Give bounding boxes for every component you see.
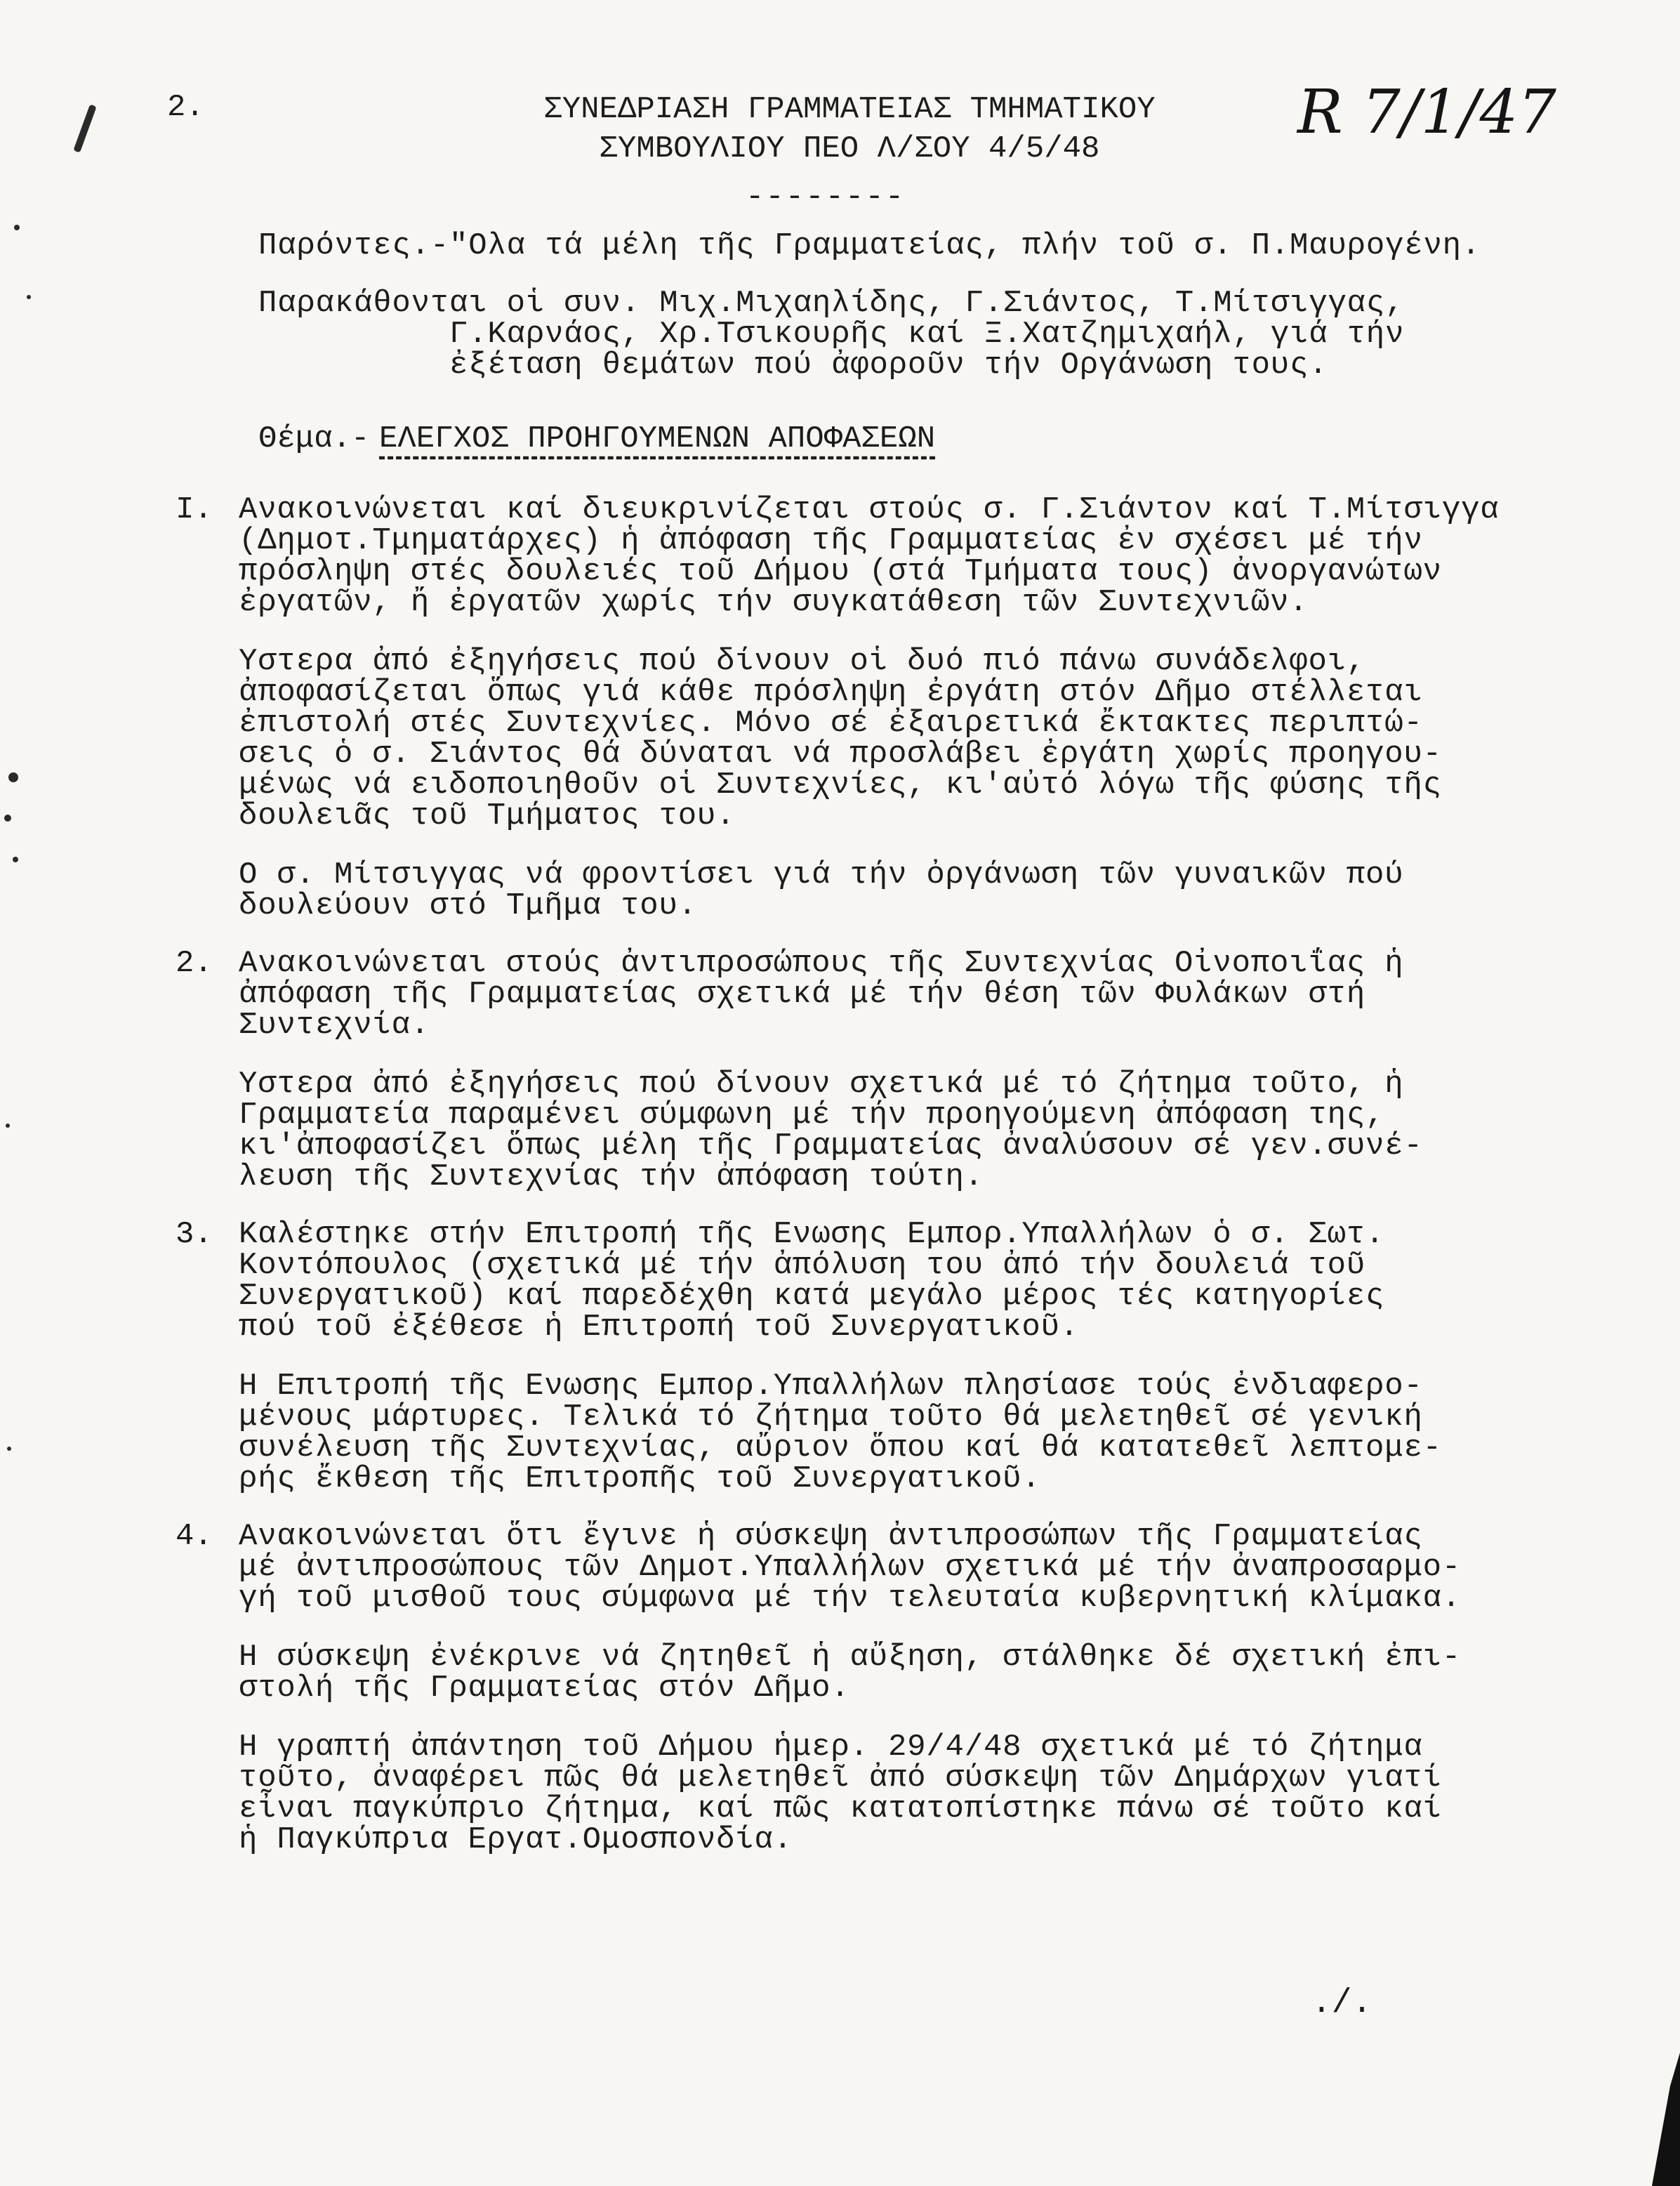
item-line: Η γραπτή ἀπάντηση τοῦ Δήμου ἡμερ. 29/4/48 σχετικά μέ τό ζήτημα (239, 1730, 1423, 1765)
item-line: πού τοῦ ἐξέθεσε ἡ Επιτροπή τοῦ Συνεργατικοῦ. (239, 1310, 1079, 1345)
continuation-mark: ./. (1311, 1984, 1373, 2022)
item-line: ρής ἔκθεση τῆς Επιτροπῆς τοῦ Συνεργατικοῦ. (239, 1461, 1041, 1496)
item-line: ἐργατῶν, ἤ ἐργατῶν χωρίς τήν συγκατάθεση τῶν Συντεχνιῶν. (239, 585, 1309, 620)
item-line: μένως νά ειδοποιηθοῦν οἱ Συντεχνίες, κι'αὐτό λόγω τῆς φύσης τῆς (239, 768, 1442, 803)
item-number: 4. (176, 1519, 213, 1554)
item-line: δουλειᾶς τοῦ Τμήματος του. (239, 798, 736, 834)
item-line: εἶναι παγκύπριο ζήτημα, καί πῶς κατατοπίστηκε πάνω σέ τοῦτο καί (239, 1791, 1442, 1826)
item-line: Ο σ. Μίτσιγγας νά φροντίσει γιά τήν ὀργάνωση τῶν γυναικῶν πού (239, 857, 1404, 893)
title-line-1: ΣΥΝΕΔΡΙΑΣΗ ΓΡΑΜΜΑΤΕΙΑΣ ΤΜΗΜΑΤΙΚΟΥ (543, 92, 1156, 127)
item-line: δουλεύουν στό Τμῆμα του. (239, 888, 697, 923)
item-line: ἡ Παγκύπρια Εργατ.Ομοσπονδία. (239, 1822, 793, 1857)
title-rule: -------- (746, 180, 906, 215)
item-line: στολή τῆς Γραμματείας στόν Δῆμο. (239, 1671, 850, 1706)
item-line: (Δημοτ.Τμηματάρχες) ἡ ἀπόφαση τῆς Γραμματείας ἐν σχέσει μέ τήν (239, 523, 1423, 558)
item-line: Ανακοινώνεται ὅτι ἔγινε ἡ σύσκεψη ἀντιπροσώπων τῆς Γραμματείας (239, 1519, 1423, 1554)
topic-heading: ΕΛΕΓΧΟΣ ΠΡΟΗΓΟΥΜΕΝΩΝ ΑΠΟΦΑΣΕΩΝ (379, 421, 936, 456)
scan-speck (4, 815, 11, 822)
topic-label: Θέμα.- (258, 421, 370, 456)
item-line: πρόσληψη στές δουλειές τοῦ Δήμου (στά Τμήματα τους) ἀνοργανώτων (239, 554, 1442, 589)
item-line: Η Επιτροπή τῆς Ενωσης Εμπορ.Υπαλλήλων πλησίασε τούς ἐνδιαφερο- (239, 1369, 1423, 1404)
page-number: 2. (167, 90, 204, 125)
scan-corner-mark (1652, 2053, 1680, 2186)
scan-speck (73, 104, 96, 152)
title-line-2: ΣΥΜΒΟΥΛΙΟΥ ΠΕΟ Λ/ΣΟΥ 4/5/48 (599, 131, 1100, 166)
item-line: ἀπόφαση τῆς Γραμματείας σχετικά μέ τήν θέση τῶν Φυλάκων στή (239, 977, 1366, 1012)
item-line: λευση τῆς Συντεχνίας τήν ἀπόφαση τούτη. (239, 1159, 984, 1194)
item-line: μένους μάρτυρες. Τελικά τό ζήτημα τοῦτο θά μελετηθεῖ σέ γενική (239, 1400, 1423, 1435)
item-line: Η σύσκεψη ἐνέκρινε νά ζητηθεῖ ἡ αὔξηση, στάλθηκε δέ σχετική ἐπι- (239, 1640, 1462, 1675)
item-number: 3. (176, 1217, 213, 1252)
present-line: Παρόντες.-"Ολα τά μέλη τῆς Γραμματείας, πλήν τοῦ σ. Π.Μαυρογένη. (258, 228, 1481, 263)
item-line: Συντεχνία. (239, 1008, 430, 1043)
item-number: 2. (176, 946, 213, 981)
scan-speck (7, 1447, 11, 1451)
scan-speck (14, 225, 20, 230)
item-line: ἀποφασίζεται ὅπως γιά κάθε πρόσληψη ἐργάτη στόν Δῆμο στέλλεται (239, 675, 1423, 710)
item-line: μέ ἀντιπροσώπους τῶν Δημοτ.Υπαλλήλων σχετικά μέ τήν ἀναπροσαρμο- (239, 1550, 1462, 1585)
item-line: κι'ἀποφασίζει ὅπως μέλη τῆς Γραμματείας ἀναλύσουν σέ γεν.συνέ- (239, 1128, 1423, 1164)
handwritten-mark: R 7/1/47 (1297, 77, 1556, 147)
item-line: Κοντόπουλος (σχετικά μέ τήν ἀπόλυση του ἀπό τήν δουλειά τοῦ (239, 1248, 1366, 1283)
scan-speck (8, 772, 18, 782)
item-line: σεις ὁ σ. Σιάντος θά δύναται νά προσλάβει ἐργάτη χωρίς προηγου- (239, 737, 1442, 772)
item-line: συνέλευση τῆς Συντεχνίας, αὔριον ὅπου καί θά κατατεθεῖ λεπτομε- (239, 1430, 1442, 1466)
item-line: Ανακοινώνεται καί διευκρινίζεται στούς σ. Γ.Σιάντον καί Τ.Μίτσιγγα (239, 492, 1500, 527)
item-line: Γραμματεία παραμένει σύμφωνη μέ τήν προηγούμενη ἀπόφαση της, (239, 1098, 1385, 1133)
attending-line-2: Γ.Καρνάος, Χρ.Τσικουρῆς καί Ξ.Χατζημιχαήλ, γιά τήν (449, 317, 1405, 352)
scan-speck (13, 857, 18, 862)
item-line: Ανακοινώνεται στούς ἀντιπροσώπους τῆς Συντεχνίας Οἰνοποιΐας ἡ (239, 946, 1404, 981)
scan-speck (27, 295, 31, 299)
item-line: γή τοῦ μισθοῦ τους σύμφωνα μέ τήν τελευταία κυβερνητική κλίμακα. (239, 1581, 1462, 1616)
item-line: Υστερα ἀπό ἐξηγήσεις πού δίνουν σχετικά μέ τό ζήτημα τοῦτο, ἡ (239, 1067, 1404, 1102)
item-line: Καλέστηκε στήν Επιτροπή τῆς Ενωσης Εμπορ.Υπαλλήλων ὁ σ. Σωτ. (239, 1217, 1385, 1252)
attending-line-3: ἐξέταση θεμάτων πού ἀφοροῦν τήν Οργάνωση τους. (449, 348, 1328, 383)
item-line: Υστερα ἀπό ἐξηγήσεις πού δίνουν οἱ δυό πιό πάνω συνάδελφοι, (239, 644, 1366, 679)
item-line: ἐπιστολή στές Συντεχνίες. Μόνο σέ ἐξαιρετικά ἔκτακτες περιπτώ- (239, 706, 1423, 741)
scan-speck (6, 1124, 10, 1128)
item-number: I. (176, 492, 213, 527)
attending-line-1: Παρακάθονται οἱ συν. Μιχ.Μιχαηλίδης, Γ.Σιάντος, Τ.Μίτσιγγας, (258, 286, 1405, 321)
document-title (393, 90, 1306, 169)
item-line: Συνεργατικοῦ) καί παρεδέχθη κατά μεγάλο μέρος τές κατηγορίες (239, 1279, 1385, 1314)
item-line: τοῦτο, ἀναφέρει πῶς θά μελετηθεῖ ἀπό σύσκεψη τῶν Δημάρχων γιατί (239, 1760, 1442, 1796)
